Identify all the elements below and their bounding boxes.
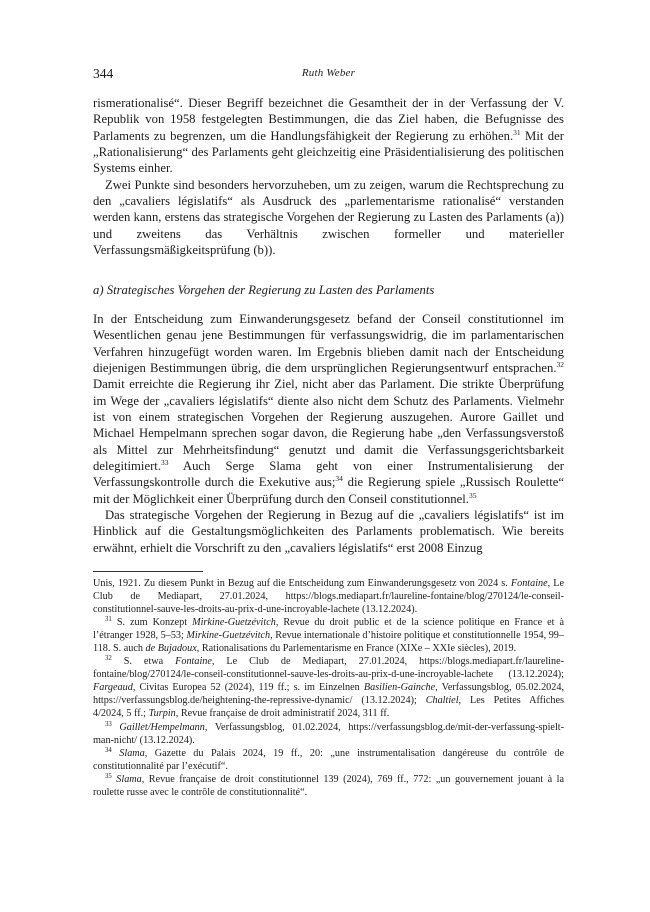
footnote-32 xyxy=(93,655,564,720)
author-name: Mirkine-Guetzévitch xyxy=(186,630,271,642)
section-heading: a) Strategisches Vorgehen der Regierung zu Lasten des Parlaments xyxy=(93,283,435,297)
footnote-text: , Verfassungsblog, 05.02.2024, https://verfassungsblog.de/heightening-the-repressive-dynamic/ (13.12.2024); xyxy=(93,682,564,707)
body-text-top xyxy=(93,95,564,258)
author-name: Mirkine-Guetzévitch xyxy=(192,617,276,629)
footnote-text: , Le Club de Mediapart, 27.01.2024, https://blogs.mediapart.fr/laureline-fontaine/blog/270124/le-conseil-constitutionnel-sauve-les-droits-au-prix-d-une-incroyable-lachete (13.12.2024). xyxy=(93,578,565,616)
footnote-number: 32 xyxy=(105,655,112,663)
footnote-separator xyxy=(93,571,203,572)
footnote-34 xyxy=(93,747,564,773)
author-name: Chaltiel xyxy=(425,695,459,707)
footnote-text: , Revue du droit public et de la science politique en France et à l’étranger 1928, 5–53; xyxy=(93,617,565,642)
footnote-text: , Les Petites Affiches 4/2024, 5 ff.; xyxy=(93,695,564,720)
footnote-number: 31 xyxy=(105,616,112,624)
author-name: Fontaine xyxy=(510,578,548,589)
author-name: Slama xyxy=(119,747,145,759)
footnote-text: , Rationalisations du Parlementarisme en France (XIXe – XXIe siècles), 2019. xyxy=(196,643,517,655)
footnote-ref: 33 xyxy=(161,458,169,468)
author-name: de Bujadoux xyxy=(145,643,197,655)
footnote-text: , Le Club de Mediapart, 27.01.2024, https://blogs.mediapart.fr/laureline-fontaine/blog/270124/le-conseil-constitutionnel-sauve-les-droits-au-prix-d-une-incroyable-lachete (13.12.2024); xyxy=(93,656,565,681)
footnote-ref: 35 xyxy=(468,490,477,500)
footnote-text: , Revue française de droit administratif 2024, 311 ff. xyxy=(175,708,390,720)
paragraph-text: rismerationalisé“. Dieser Begriff bezeichnet die Gesamtheit der in der Verfassung der V. Republik von 1958 festgelegten Bestimmungen, die das Ziel haben, die Befugnisse des Parlaments zu begrenzen, um die Handlungsfähigkeit der Regierung zu erhöhen. xyxy=(93,96,564,143)
paragraph: Das strategische Vorgehen der Regierung in Bezug auf die „cavaliers législatifs“ ist im Hinblick auf die Gestaltungsmöglichkeiten des Parlaments problematisch. Wie bereits erwähnt, erhielt die Vorschrift zu den „cavaliers législatifs“ erst 2008 Einzug xyxy=(93,508,564,555)
author-name: Turpin xyxy=(148,708,176,720)
author-name: Fargeaud xyxy=(93,682,133,694)
footnote-text: , Revue française de droit constitutionnel 139 (2024), 769 ff., 772: „un gouvernement jouant à la roulette russe avec le contrôle de constitutionnalité“. xyxy=(93,773,565,798)
footnote-text: , Civitas Europea 52 (2024), 119 ff.; s. im Einzelnen xyxy=(132,682,364,694)
footnote-31 xyxy=(93,616,564,655)
footnote-text: , Gazette du Palais 2024, 19 ff., 20: „une instrumentalisation dangéreuse du contrôle de constitutionnalité par l’exécutif“. xyxy=(93,747,565,772)
body-text-section xyxy=(93,311,564,556)
paragraph-text: Auch Serge Slama geht von einer Instrumentalisierung der Verfassungskontrolle durch die Exekutive aus; xyxy=(93,459,564,490)
footnote-number: 35 xyxy=(105,772,112,780)
footnote-text: S. etwa xyxy=(123,656,176,668)
page-header xyxy=(93,66,564,82)
paragraph-text: die Regierung spiele „Russisch Roulette“ mit der Möglichkeit einer Überprüfung durch den Conseil constitutionnel. xyxy=(93,475,564,506)
paragraph: Zwei Punkte sind besonders hervorzuheben, um zu zeigen, warum die Rechtsprechung zu den „cavaliers législatifs“ als Ausdruck des „parlementarisme rationalisé“ verstanden werden kann, erstens das strategische Vorgehen der Regierung zu Lasten des Parlaments (a)) und zweitens das Verhältnis zwischen formeller und materieller Verfassungsmäßigkeitsprüfung (b)). xyxy=(93,177,564,258)
footnote-number: 33 xyxy=(105,720,112,728)
paragraph xyxy=(93,95,564,177)
paragraph xyxy=(93,311,564,507)
paragraph-text: Damit erreichte die Regierung ihr Ziel, nicht aber das Parlament. Die strikte Überprüfung im Wege der „cavaliers législatifs“ diente also nicht dem Schutz des Parlaments. Vielmehr ist von einem strategischen Vorgehen der Regierung auszugehen. Aurore Gaillet und Michael Hempelmann sprechen sogar davon, die Regierung habe „den Verfassungsverstoß als Mittel zur Mehrheitsfindung“ genutzt und damit die Verfassungsgerichtsbarkeit delegitimiert. xyxy=(93,377,564,474)
running-head: Ruth Weber xyxy=(301,67,356,79)
author-name: Gaillet/Hempelmann xyxy=(119,721,205,733)
paragraph-text: In der Entscheidung zum Einwanderungsgesetz befand der Conseil constitutionnel im Wesentlichen genau jene Bestimmungen für verfassungswidrig, die im parlamentarischen Verfahren hinzugefügt worden waren. Im Ergebnis blieben damit nach der Entscheidung diejenigen Bestimmungen übrig, die dem ursprünglichen Regierungsentwurf entsprachen. xyxy=(93,312,564,376)
footnote-text: S. zum Konzept xyxy=(116,617,193,629)
footnote-35 xyxy=(93,773,564,799)
footnote-ref: 34 xyxy=(335,474,343,484)
author-name: Basilien-Gainche xyxy=(363,682,436,694)
footnote-continuation xyxy=(93,577,564,616)
footnote-number: 34 xyxy=(105,746,112,754)
footnotes xyxy=(93,577,564,799)
page-number: 344 xyxy=(93,66,114,81)
footnote-ref: 32 xyxy=(556,360,564,370)
author-name: Fontaine xyxy=(175,656,212,668)
footnote-text: Unis, 1921. Zu diesem Punkt in Bezug auf die Entscheidung zum Einwanderungsgesetz von 2024 s. xyxy=(93,578,511,589)
footnote-text: , Verfassungsblog, 01.02.2024, https://verfassungsblog.de/mit-der-verfassung-spielt-man-nicht/ (13.12.2024). xyxy=(93,721,564,746)
paragraph-text: Mit der „Rationalisierung“ des Parlaments geht gleichzeitig eine Präsidentialisierung des politischen Systems einher. xyxy=(93,128,564,176)
footnote-ref: 31 xyxy=(513,127,521,137)
footnote-text: , Revue internationale d’histoire politique et constitutionnelle 1954, 99–118. S. auch xyxy=(93,630,564,655)
author-name: Slama xyxy=(116,773,142,785)
footnote-33 xyxy=(93,721,564,747)
